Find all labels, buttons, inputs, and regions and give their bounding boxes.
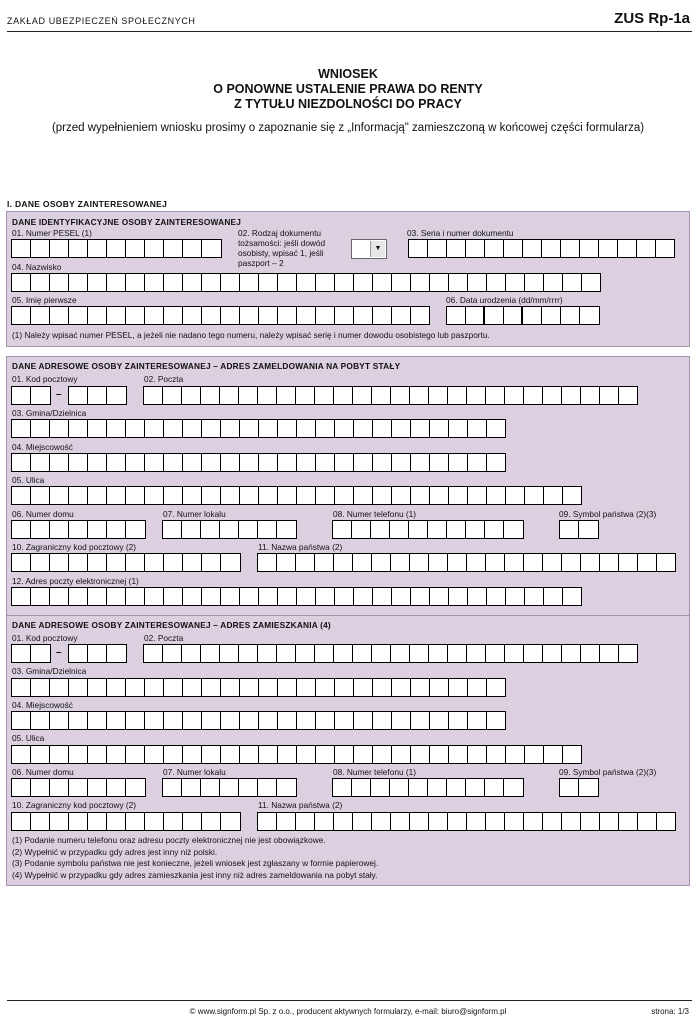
- identification-footnote: (1) Należy wpisać numer PESEL, a jeżeli nie nadano tego numeru, należy wpisać serię i numer dowodu osobistego lub paszportu.: [12, 330, 490, 340]
- country-name-label-2: 11. Nazwa państwa (2): [258, 800, 343, 810]
- postal-code-label-2: 01. Kod pocztowy: [12, 633, 78, 643]
- email-input[interactable]: [11, 587, 582, 606]
- post-office-input-2[interactable]: [143, 644, 638, 663]
- birth-date-input[interactable]: [446, 306, 600, 325]
- street-label-2: 05. Ulica: [12, 733, 45, 743]
- doc-number-label: 03. Seria i numer dokumentu: [407, 228, 514, 238]
- doc-number-input[interactable]: [408, 239, 675, 258]
- street-input[interactable]: [11, 486, 582, 505]
- page-number: strona: 1/3: [651, 1007, 689, 1016]
- postal-code-part2-input-2[interactable]: [68, 644, 127, 663]
- post-office-label: 02. Poczta: [144, 374, 184, 384]
- house-number-input[interactable]: [11, 520, 146, 539]
- surname-input[interactable]: [11, 273, 601, 292]
- foreign-postal-label-2: 10. Zagraniczny kod pocztowy (2): [12, 800, 137, 810]
- country-symbol-label-2: 09. Symbol państwa (2)(3): [559, 767, 657, 777]
- postal-code-part1-input-2[interactable]: [11, 644, 51, 663]
- phone-input-2[interactable]: [332, 778, 524, 797]
- street-input-2[interactable]: [11, 745, 582, 764]
- form-title-line2: O PONOWNE USTALENIE PRAWA DO RENTY: [213, 82, 483, 96]
- commune-input-2[interactable]: [11, 678, 506, 697]
- header-divider: [7, 31, 692, 32]
- locality-input[interactable]: [11, 453, 506, 472]
- country-symbol-input-2[interactable]: [559, 778, 599, 797]
- country-name-input-2[interactable]: [257, 812, 676, 831]
- email-label: 12. Adres poczty elektronicznej (1): [12, 576, 139, 586]
- locality-label: 04. Miejscowość: [12, 442, 73, 452]
- postal-code-part1-input[interactable]: [11, 386, 51, 405]
- form-title-line1: WNIOSEK: [318, 67, 378, 81]
- post-office-input[interactable]: [143, 386, 638, 405]
- form-code: ZUS Rp-1a: [614, 10, 690, 27]
- pesel-label: 01. Numer PESEL (1): [12, 228, 92, 238]
- commune-label: 03. Gmina/Dzielnica: [12, 408, 87, 418]
- flat-number-input[interactable]: [162, 520, 297, 539]
- doc-type-label: 02. Rodzaj dokumentu tożsamości: jeśli dowód osobisty, wpisać 1, jeśli paszport – 2: [238, 228, 326, 268]
- flat-number-input-2[interactable]: [162, 778, 297, 797]
- pesel-input[interactable]: [11, 239, 222, 258]
- commune-label-2: 03. Gmina/Dzielnica: [12, 666, 87, 676]
- surname-label: 04. Nazwisko: [12, 262, 62, 272]
- foreign-postal-input-2[interactable]: [11, 812, 241, 831]
- commune-input[interactable]: [11, 419, 506, 438]
- phone-label-2: 08. Numer telefonu (1): [333, 767, 417, 777]
- postal-code-part2-input[interactable]: [68, 386, 127, 405]
- country-symbol-label: 09. Symbol państwa (2)(3): [559, 509, 657, 519]
- footnote-3: (3) Podanie symbolu państwa nie jest konieczne, jeżeli wniosek jest zgłaszany w formie papierowej.: [12, 858, 379, 868]
- form-title-line3: Z TYTUŁU NIEZDOLNOŚCI DO PRACY: [234, 97, 462, 111]
- footer-credit: © www.signform.pl Sp. z o.o., producent aktywnych formularzy, e-mail: biuro@signform.pl: [189, 1007, 507, 1016]
- postal-code-dash: –: [56, 389, 62, 400]
- section-title: I. DANE OSOBY ZAINTERESOWANEJ: [7, 199, 168, 209]
- org-name: ZAKŁAD UBEZPIECZEŃ SPOŁECZNYCH: [7, 16, 196, 26]
- country-name-input[interactable]: [257, 553, 676, 572]
- phone-input[interactable]: [332, 520, 524, 539]
- footnote-1: (1) Podanie numeru telefonu oraz adresu poczty elektronicznej nie jest obowiązkowe.: [12, 835, 326, 845]
- country-symbol-input[interactable]: [559, 520, 599, 539]
- identification-title: DANE IDENTYFIKACYJNE OSOBY ZAINTERESOWANEJ: [12, 217, 242, 227]
- chevron-down-icon[interactable]: ▼: [370, 241, 385, 257]
- foreign-postal-label: 10. Zagraniczny kod pocztowy (2): [12, 542, 137, 552]
- locality-input-2[interactable]: [11, 711, 506, 730]
- birth-date-label: 06. Data urodzenia (dd/mm/rrrr): [446, 295, 563, 305]
- form-subtitle: (przed wypełnieniem wniosku prosimy o zapoznanie się z „Informacją" zamieszczoną w końcowej części formularza): [51, 122, 645, 134]
- house-number-input-2[interactable]: [11, 778, 146, 797]
- residence-address-title: DANE ADRESOWE OSOBY ZAINTERESOWANEJ – ADRES ZAMIESZKANIA (4): [12, 620, 331, 630]
- footnote-4: (4) Wypełnić w przypadku gdy adres zamieszkania jest inny niż adres zameldowania na pobyt stały.: [12, 870, 378, 880]
- post-office-label-2: 02. Poczta: [144, 633, 184, 643]
- phone-label: 08. Numer telefonu (1): [333, 509, 417, 519]
- footnote-2: (2) Wypełnić w przypadku gdy adres jest inny niż polski.: [12, 847, 218, 857]
- postal-code-dash-2: –: [56, 647, 62, 658]
- house-number-label-2: 06. Numer domu: [12, 767, 74, 777]
- doc-type-select[interactable]: [351, 239, 387, 259]
- foreign-postal-input[interactable]: [11, 553, 241, 572]
- country-name-label: 11. Nazwa państwa (2): [258, 542, 343, 552]
- house-number-label: 06. Numer domu: [12, 509, 74, 519]
- flat-number-label: 07. Numer lokalu: [163, 509, 226, 519]
- flat-number-label-2: 07. Numer lokalu: [163, 767, 226, 777]
- street-label: 05. Ulica: [12, 475, 45, 485]
- postal-code-label: 01. Kod pocztowy: [12, 374, 78, 384]
- footer-divider: [7, 1000, 692, 1001]
- registered-address-title: DANE ADRESOWE OSOBY ZAINTERESOWANEJ – ADRES ZAMELDOWANIA NA POBYT STAŁY: [12, 361, 401, 371]
- first-name-label: 05. Imię pierwsze: [12, 295, 77, 305]
- locality-label-2: 04. Miejscowość: [12, 700, 73, 710]
- first-name-input[interactable]: [11, 306, 430, 325]
